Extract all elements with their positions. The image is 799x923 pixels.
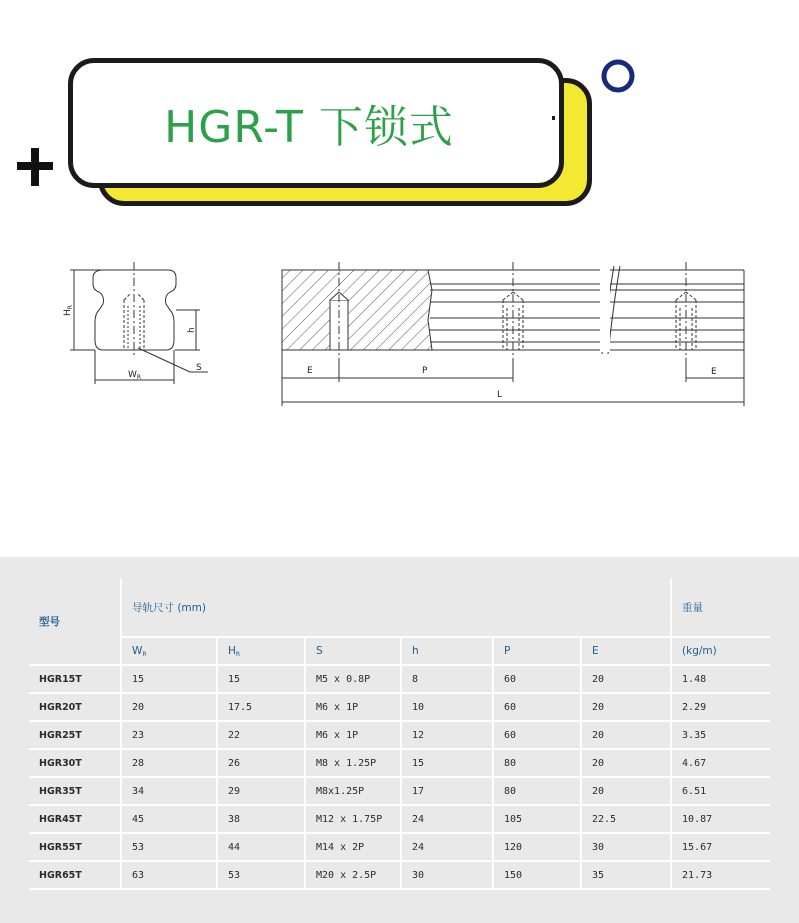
l-label: L bbox=[497, 390, 503, 400]
cell-p: 60 bbox=[493, 693, 581, 721]
cell-wr: 63 bbox=[121, 861, 217, 889]
wr-header: $W_R$ bbox=[121, 637, 217, 665]
e-header: E bbox=[581, 637, 671, 665]
cell-p: 80 bbox=[493, 777, 581, 805]
cell-wr: 15 bbox=[121, 665, 217, 693]
s-label: S bbox=[196, 363, 202, 373]
cell-wr: 23 bbox=[121, 721, 217, 749]
cell-weight: 10.87 bbox=[671, 805, 770, 833]
s-header: S bbox=[305, 637, 401, 665]
cell-e: 20 bbox=[581, 665, 671, 693]
cell-weight: 21.73 bbox=[671, 861, 770, 889]
cell-weight: 3.35 bbox=[671, 721, 770, 749]
specs-section bbox=[0, 557, 799, 923]
h-header: h bbox=[401, 637, 493, 665]
table-row bbox=[29, 749, 770, 777]
cell-hr: 17.5 bbox=[217, 693, 305, 721]
header-row-1 bbox=[29, 579, 770, 637]
hr-label: $H_R$ bbox=[63, 305, 74, 316]
cell-e: 35 bbox=[581, 861, 671, 889]
cell-hr: 38 bbox=[217, 805, 305, 833]
cell-p: 105 bbox=[493, 805, 581, 833]
cell-h: 8 bbox=[401, 665, 493, 693]
rail-dims-header: 导轨尺寸 (mm) bbox=[121, 579, 671, 637]
cell-hr: 26 bbox=[217, 749, 305, 777]
cell-h: 10 bbox=[401, 693, 493, 721]
cell-s: M6 x 1P bbox=[305, 721, 401, 749]
e-left-label: E bbox=[307, 366, 313, 376]
cell-hr: 29 bbox=[217, 777, 305, 805]
cell-p: 80 bbox=[493, 749, 581, 777]
table-row bbox=[29, 861, 770, 889]
cell-wr: 20 bbox=[121, 693, 217, 721]
cell-h: 24 bbox=[401, 805, 493, 833]
plus-icon bbox=[14, 146, 56, 188]
cell-h: 12 bbox=[401, 721, 493, 749]
rail-side-view bbox=[282, 262, 744, 406]
page-title: HGR-T 下锁式 bbox=[164, 102, 454, 153]
cell-model: HGR25T bbox=[29, 721, 121, 749]
cell-model: HGR45T bbox=[29, 805, 121, 833]
cell-wr: 34 bbox=[121, 777, 217, 805]
cell-model: HGR15T bbox=[29, 665, 121, 693]
p-header: P bbox=[493, 637, 581, 665]
table-row bbox=[29, 805, 770, 833]
banner-mark bbox=[552, 116, 555, 120]
wr-label: $W_R$ bbox=[128, 370, 142, 381]
cell-s: M8x1.25P bbox=[305, 777, 401, 805]
cell-hr: 15 bbox=[217, 665, 305, 693]
cell-model: HGR30T bbox=[29, 749, 121, 777]
cell-wr: 28 bbox=[121, 749, 217, 777]
cell-h: 15 bbox=[401, 749, 493, 777]
rail-cross-section bbox=[70, 262, 208, 384]
cell-hr: 44 bbox=[217, 833, 305, 861]
cell-model: HGR35T bbox=[29, 777, 121, 805]
weight-unit-header: (kg/m) bbox=[671, 637, 770, 665]
banner-card bbox=[68, 58, 564, 188]
cell-p: 120 bbox=[493, 833, 581, 861]
cell-e: 20 bbox=[581, 721, 671, 749]
cell-weight: 1.48 bbox=[671, 665, 770, 693]
cell-weight: 6.51 bbox=[671, 777, 770, 805]
table-row bbox=[29, 833, 770, 861]
cell-s: M6 x 1P bbox=[305, 693, 401, 721]
cell-e: 20 bbox=[581, 693, 671, 721]
header-banner bbox=[0, 0, 799, 230]
cell-weight: 15.67 bbox=[671, 833, 770, 861]
header-row-2 bbox=[29, 637, 770, 665]
cell-s: M20 x 2.5P bbox=[305, 861, 401, 889]
cell-s: M8 x 1.25P bbox=[305, 749, 401, 777]
cell-model: HGR65T bbox=[29, 861, 121, 889]
cell-hr: 22 bbox=[217, 721, 305, 749]
e-right-label: E bbox=[711, 367, 717, 377]
h-label: h bbox=[187, 327, 197, 333]
table-row bbox=[29, 693, 770, 721]
table-body bbox=[29, 665, 770, 889]
cell-e: 20 bbox=[581, 749, 671, 777]
cell-weight: 2.29 bbox=[671, 693, 770, 721]
table-row bbox=[29, 721, 770, 749]
hr-header: $H_R$ bbox=[217, 637, 305, 665]
cell-model: HGR20T bbox=[29, 693, 121, 721]
cell-p: 150 bbox=[493, 861, 581, 889]
specs-table bbox=[29, 579, 770, 890]
cell-wr: 45 bbox=[121, 805, 217, 833]
cell-e: 20 bbox=[581, 777, 671, 805]
p-label: P bbox=[422, 366, 428, 376]
cell-h: 30 bbox=[401, 861, 493, 889]
table-row bbox=[29, 777, 770, 805]
cell-e: 30 bbox=[581, 833, 671, 861]
weight-header: 重量 bbox=[671, 579, 770, 637]
cell-model: HGR55T bbox=[29, 833, 121, 861]
ring-icon bbox=[598, 58, 638, 98]
drawings-svg bbox=[0, 240, 799, 440]
cell-h: 24 bbox=[401, 833, 493, 861]
cell-s: M12 x 1.75P bbox=[305, 805, 401, 833]
model-header: 型号 bbox=[29, 579, 121, 665]
cell-hr: 53 bbox=[217, 861, 305, 889]
cell-p: 60 bbox=[493, 721, 581, 749]
cell-weight: 4.67 bbox=[671, 749, 770, 777]
table-row bbox=[29, 665, 770, 693]
cell-e: 22.5 bbox=[581, 805, 671, 833]
cell-p: 60 bbox=[493, 665, 581, 693]
cell-h: 17 bbox=[401, 777, 493, 805]
cell-s: M14 x 2P bbox=[305, 833, 401, 861]
technical-drawings bbox=[0, 240, 799, 440]
cell-s: M5 x 0.8P bbox=[305, 665, 401, 693]
cell-wr: 53 bbox=[121, 833, 217, 861]
